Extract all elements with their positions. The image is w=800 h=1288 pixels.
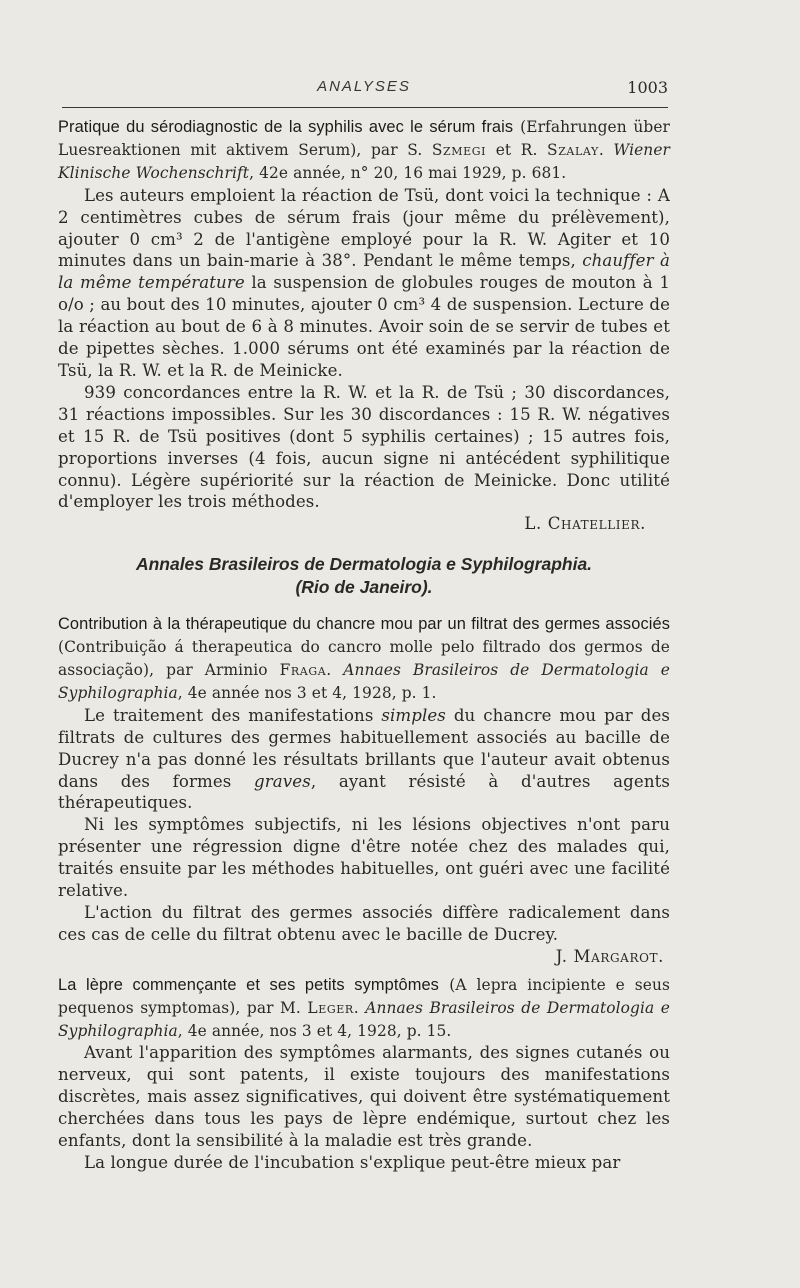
article-1-author-2: Szalay [547,140,599,159]
article-1-signature-text: L. Chatellier. [524,514,646,534]
article-3-paragraph-2 [58,1152,670,1174]
article-2-meta-sep: . [326,661,344,680]
article-3-title: La lèpre commençante et ses petits symptômes [58,975,439,994]
article-2-signature-text: J. Margarot. [555,946,664,966]
article-1-paragraph-1 [58,185,670,382]
article-2-p2-text: Ni les symptômes subjectifs, ni les lésions objectives n'ont paru présenter une régression digne d'être notée chez des malades qui, traités ensuite par les méthodes habituelles, ont guéri avec une facilité relative. [58,815,670,901]
article-3-journal: Annaes Brasileiros de Dermatologia e Syphilographia [58,998,670,1040]
article-3-original-title: (A lepra incipiente e seus pequenos symptomas), par M. [58,975,671,1017]
article-2-p3-text: L'action du filtrat des germes associés diffère radicalement dans ces cas de celle du filtrat obtenu avec le bacille de Ducrey. [58,903,670,944]
article-1-citation: , 42e année, n° 20, 16 mai 1929, p. 681. [249,163,567,182]
article-1-title: Pratique du sérodiagnostic de la syphilis avec le sérum frais [58,118,514,136]
journal-section-place: (Rio de Janeiro). [295,577,433,598]
article-3-meta-sep: . [353,998,366,1017]
article-1-p1-emphasis: chauffer à la même température [58,251,671,293]
article-2-paragraph-3 [58,902,670,946]
article-2-p1-emphasis-2: graves [254,771,311,791]
article-3-author: Leger [307,998,354,1017]
article-2-paragraph-2 [58,814,670,902]
article-2-original-title: (Contribuição á therapeutica do cancro molle pelo filtrado dos germos de associação), par Arminio [58,638,670,680]
article-3-p1-text: Avant l'apparition des symptômes alarmants, des signes cutanés ou nerveux, qui sont patents, il existe toujours des manifestations discrètes, mais assez significatives, qui doivent être systématiquement cherchées dans tous les pays de lèpre endémique, surtout chez les enfants, dont la sensibilité à la maladie est très grande. [58,1043,670,1151]
article-3-paragraph-1 [58,1042,670,1152]
header-rule [62,107,668,108]
article-1-heading [58,116,670,185]
journal-section-heading [58,553,670,599]
article-2-p1-text-a: Le traitement des manifestations [84,705,382,725]
article-1-p1-text: Les auteurs emploient la réaction de Tsü, dont voici la technique : A 2 centimètres cubes de sérum frais (jour même du prélèvement), ajouter 0 cm³ 2 de l'antigène employé pour la R. W. Agiter et 10 minutes dans un bain-marie à 38°. Pendant le même temps, [58,185,670,271]
article-1-signature [58,513,670,535]
article-1-meta-sep-2: . [598,140,614,159]
article-2-p1-text-c: , ayant résisté à d'autres agents thérapeutiques. [58,771,670,813]
article-2-p1-text-b: du chancre mou par des filtrats de cultures des germes habituellement associés au bacille de Ducrey n'a pas donné les résultats brillants que l'auteur avait obtenus dans des formes [58,705,670,791]
page-content [58,116,670,1174]
section-gap [58,599,670,613]
article-1-p2-text: 939 concordances entre la R. W. et la R. de Tsü ; 30 discordances, 31 réactions impossibles. Sur les 30 discordances : 15 R. W. négatives et 15 R. de Tsü positives (dont 5 syphilis certaines) ; 15 autres fois, proportions inverses (4 fois, aucun signe ni antécédent syphilitique connu). Légère supériorité sur la réaction de Meinicke. Donc utilité d'employer les trois méthodes. [58,382,670,512]
article-1-p1-text-end: la suspension de globules rouges de mouton à 1 o/o ; au bout des 10 minutes, ajouter 0 cm³ 4 de suspension. Lecture de la réaction au bout de 6 à 8 minutes. Avoir soin de se servir de tubes et de pipettes sèches. 1.000 sérums ont été examinés par la réaction de Tsü, la R. W. et la R. de Meinicke. [58,273,670,380]
page-header [60,78,668,100]
article-2-paragraph-1 [58,705,670,815]
article-2-author: Fraga [279,661,327,680]
article-1-original-title: (Erfahrungen über Luesreaktionen mit aktivem Serum), par S. [58,118,670,159]
article-1-paragraph-2 [58,382,670,513]
article-2-p1-emphasis-1: simples [381,705,446,725]
article-1-meta-sep: et R. [486,140,548,159]
article-1-author-1: Szmegi [431,140,487,159]
article-3-p2-text: La longue durée de l'incubation s'explique peut-être mieux par [84,1152,621,1172]
article-2-title: Contribution à la thérapeutique du chancre mou par un filtrat des germes associés [58,615,670,634]
page-number: 1003 [627,78,668,97]
running-title: ANALYSES [317,78,411,95]
article-2-signature [58,946,670,968]
article-2-journal: Annaes Brasileiros de Dermatologia e Syphilographia [58,661,670,702]
article-2-heading [58,613,670,705]
article-1-journal: Wiener Klinische Wochenschrift [58,140,670,182]
article-3-citation: , 4e année, nos 3 et 4, 1928, p. 15. [177,1021,452,1040]
article-2-citation: , 4e année nos 3 et 4, 1928, p. 1. [177,683,437,702]
article-3-heading [58,974,670,1043]
journal-section-title: Annales Brasileiros de Dermatologia e Syphilographia. [135,554,593,575]
